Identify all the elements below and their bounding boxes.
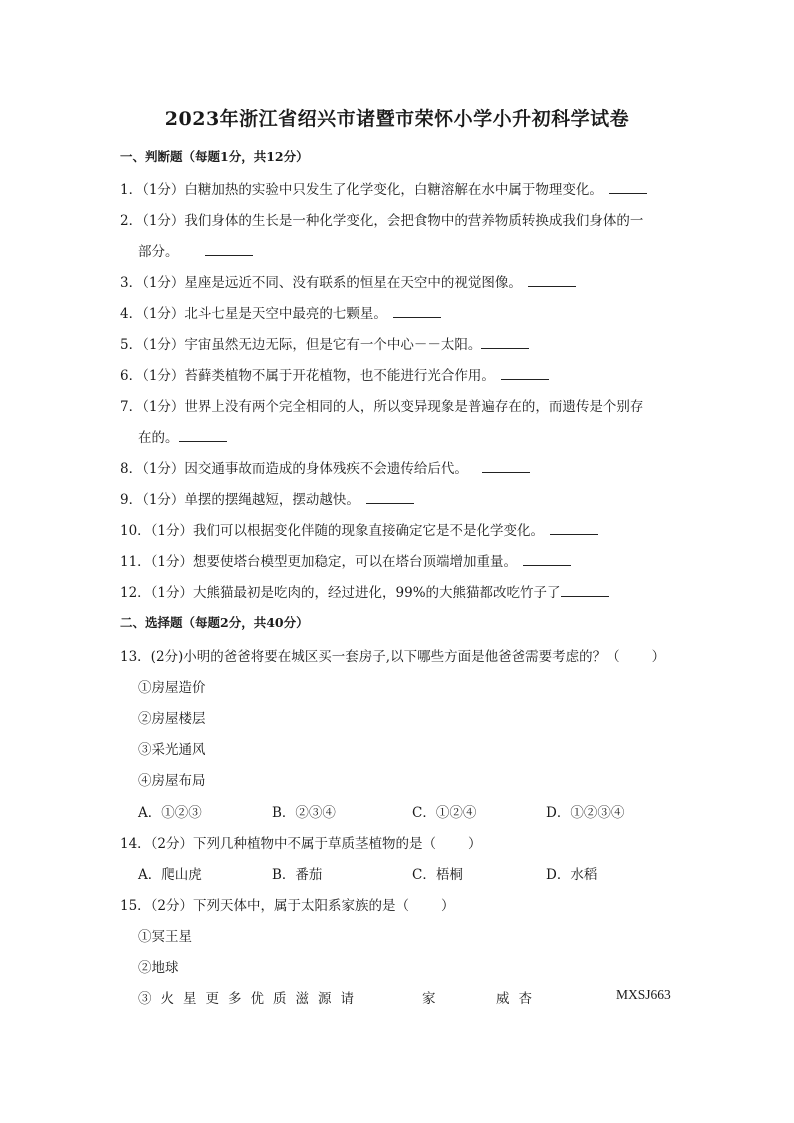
q15-item: ②地球 bbox=[138, 960, 179, 976]
q13-option-d[interactable]: D．①②③④ bbox=[546, 805, 625, 821]
answer-blank[interactable] bbox=[205, 243, 253, 256]
question-text: 部分。 bbox=[138, 244, 179, 260]
answer-blank[interactable] bbox=[609, 181, 647, 194]
question-text: 12．（1分）大熊猫最初是吃肉的，经过进化，99%的大熊猫都改吃竹子了 bbox=[120, 585, 561, 601]
question-12 bbox=[120, 581, 680, 601]
paren-close: ） bbox=[468, 836, 482, 852]
watermark-text: ③火星更多优质滋源请 bbox=[138, 991, 363, 1007]
q13-item: ②房屋楼层 bbox=[138, 711, 206, 727]
question-text: 11．（1分）想要使塔台模型更加稳定，可以在塔台顶端增加重量。 bbox=[120, 554, 518, 570]
answer-blank[interactable] bbox=[481, 336, 529, 349]
question-8 bbox=[120, 457, 680, 477]
question-4 bbox=[120, 302, 680, 322]
page-title: 2023年浙江省绍兴市诸暨市荣怀小学小升初科学试卷 bbox=[164, 108, 630, 130]
answer-blank[interactable] bbox=[366, 491, 414, 504]
question-10 bbox=[120, 519, 680, 539]
question-15 bbox=[120, 894, 680, 914]
question-7 bbox=[120, 395, 680, 415]
q15-item: ①冥王星 bbox=[138, 929, 192, 945]
question-text: 10．（1分）我们可以根据变化伴随的现象直接确定它是不是化学变化。 bbox=[120, 523, 545, 539]
question-text: 2．（1分）我们身体的生长是一种化学变化，会把食物中的营养物质转换成我们身体的一 bbox=[120, 213, 644, 229]
question-1 bbox=[120, 178, 680, 198]
question-text: 7．（1分）世界上没有两个完全相同的人，所以变异现象是普遍存在的，而遗传是个别存 bbox=[120, 399, 644, 415]
answer-blank[interactable] bbox=[393, 305, 441, 318]
question-text: 4．（1分）北斗七星是天空中最亮的七颗星。 bbox=[120, 306, 387, 322]
question-14 bbox=[120, 832, 680, 852]
section-heading-judge: 一、判断题（每题1分，共12分） bbox=[120, 149, 309, 164]
answer-blank[interactable] bbox=[482, 460, 530, 473]
question-9 bbox=[120, 488, 680, 508]
question-text: 5．（1分）宇宙虽然无边无际，但是它有一个中心－－太阳。 bbox=[120, 337, 482, 353]
question-text: 3．（1分）星座是远近不同、没有联系的恒星在天空中的视觉图像。 bbox=[120, 275, 522, 291]
question-5 bbox=[120, 333, 680, 353]
question-text: 6．（1分）苔藓类植物不属于开花植物，也不能进行光合作用。 bbox=[120, 368, 495, 384]
q14-option-a[interactable]: A．爬山虎 bbox=[138, 867, 202, 883]
q14-option-b[interactable]: B．番茄 bbox=[272, 867, 323, 883]
question-text: 9．（1分）单摆的摆绳越短，摆动越快。 bbox=[120, 492, 360, 508]
question-6 bbox=[120, 364, 680, 384]
q13-item: ③采光通风 bbox=[138, 742, 206, 758]
question-7-continued bbox=[138, 426, 227, 446]
q13-option-c[interactable]: C．①②④ bbox=[412, 805, 477, 821]
paren-close: ） bbox=[651, 649, 666, 665]
question-11 bbox=[120, 550, 680, 570]
question-text: 8．（1分）因交通事故而造成的身体残疾不会遗传给后代。 bbox=[120, 461, 468, 477]
question-2-continued bbox=[138, 240, 253, 260]
q13-option-a[interactable]: A．①②③ bbox=[138, 805, 202, 821]
question-text: 15．（2分）下列天体中，属于太阳系家族的是（ bbox=[120, 898, 410, 914]
q13-item: ①房屋造价 bbox=[138, 680, 206, 696]
question-13 bbox=[120, 645, 680, 665]
question-text: 13．(2分)小明的爸爸将要在城区买一套房子,以下哪些方面是他爸爸需要考虑的？（ bbox=[120, 649, 620, 665]
answer-blank[interactable] bbox=[528, 274, 576, 287]
q14-option-d[interactable]: D．水稻 bbox=[546, 867, 598, 883]
q13-option-b[interactable]: B．②③④ bbox=[272, 805, 336, 821]
answer-blank[interactable] bbox=[550, 522, 598, 535]
question-text: 14．（2分）下列几种植物中不属于草质茎植物的是（ bbox=[120, 836, 437, 852]
paren-close: ） bbox=[441, 898, 455, 914]
answer-blank[interactable] bbox=[501, 367, 549, 380]
answer-blank[interactable] bbox=[561, 584, 609, 597]
question-text: 1．（1分）白糖加热的实验中只发生了化学变化，白糖溶解在水中属于物理变化。 bbox=[120, 182, 603, 198]
question-text: 在的。 bbox=[138, 430, 179, 446]
q14-option-c[interactable]: C．梧桐 bbox=[412, 867, 463, 883]
question-3 bbox=[120, 271, 680, 291]
question-2 bbox=[120, 209, 680, 229]
section-heading-choice: 二、选择题（每题2分，共40分） bbox=[120, 615, 309, 630]
q13-item: ④房屋布局 bbox=[138, 773, 206, 789]
watermark-text: 威杏 bbox=[496, 991, 541, 1007]
answer-blank[interactable] bbox=[523, 553, 571, 566]
answer-blank[interactable] bbox=[179, 429, 227, 442]
watermark-code: MXSJ663 bbox=[616, 987, 671, 1002]
watermark-text: 家 bbox=[422, 991, 436, 1007]
